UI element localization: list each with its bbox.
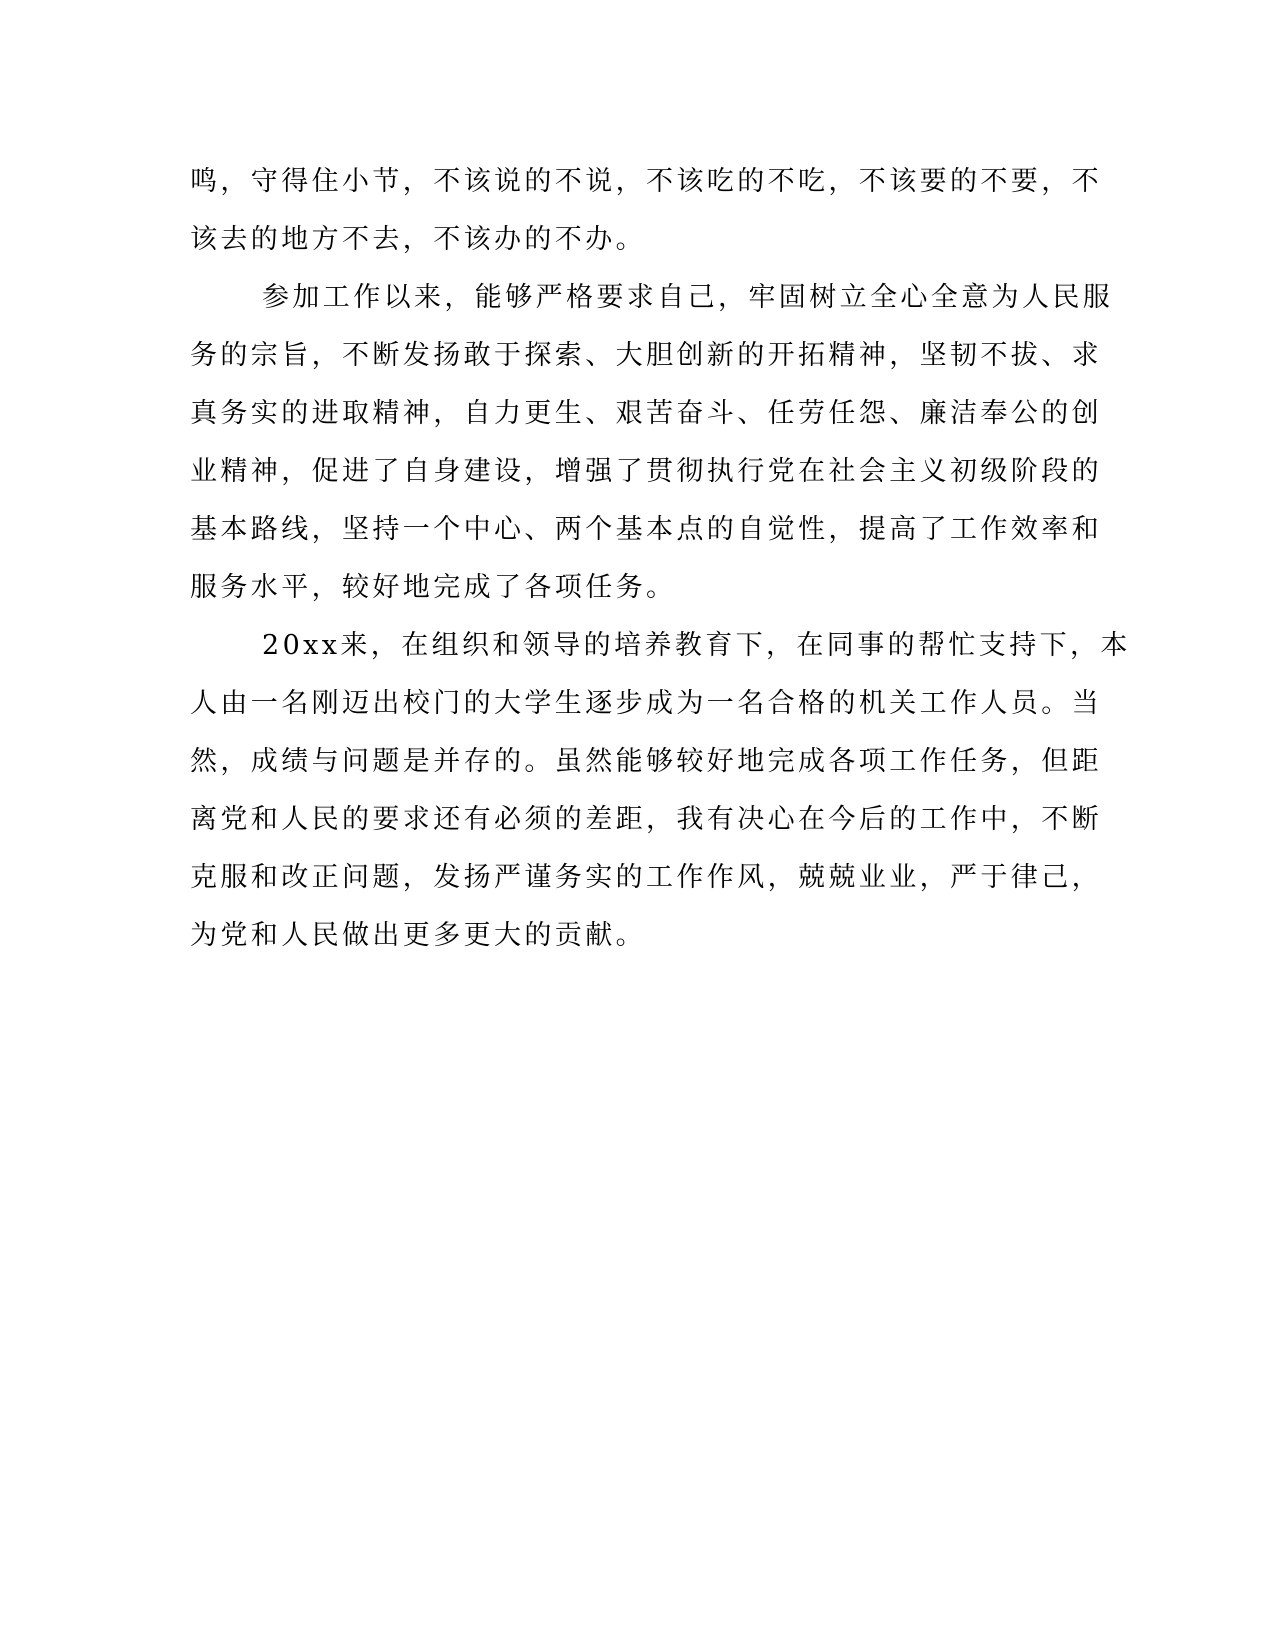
text-line: 然，成绩与问题是并存的。虽然能够较好地完成各项工作任务，但距 bbox=[190, 746, 1102, 777]
text-line: 服务水平，较好地完成了各项任务。 bbox=[190, 572, 677, 603]
text-line: 20xx来，在组织和领导的培养教育下，在同事的帮忙支持下，本 bbox=[262, 630, 1131, 661]
text-line: 人由一名刚迈出校门的大学生逐步成为一名合格的机关工作人员。当 bbox=[190, 688, 1102, 719]
text-line: 参加工作以来，能够严格要求自己，牢固树立全心全意为人民服 bbox=[262, 282, 1114, 313]
text-line: 为党和人民做出更多更大的贡献。 bbox=[190, 920, 646, 951]
text-line: 该去的地方不去，不该办的不办。 bbox=[190, 224, 646, 255]
text-line: 业精神，促进了自身建设，增强了贯彻执行党在社会主义初级阶段的 bbox=[190, 456, 1102, 487]
text-line: 务的宗旨，不断发扬敢于探索、大胆创新的开拓精神，坚韧不拔、求 bbox=[190, 340, 1102, 371]
text-line: 基本路线，坚持一个中心、两个基本点的自觉性，提高了工作效率和 bbox=[190, 514, 1102, 545]
text-line: 克服和改正问题，发扬严谨务实的工作作风，兢兢业业，严于律己， bbox=[190, 862, 1102, 893]
text-line: 真务实的进取精神，自力更生、艰苦奋斗、任劳任怨、廉洁奉公的创 bbox=[190, 398, 1102, 429]
text-line: 离党和人民的要求还有必须的差距，我有决心在今后的工作中，不断 bbox=[190, 804, 1102, 835]
text-line: 鸣，守得住小节，不该说的不说，不该吃的不吃，不该要的不要，不 bbox=[190, 166, 1102, 197]
